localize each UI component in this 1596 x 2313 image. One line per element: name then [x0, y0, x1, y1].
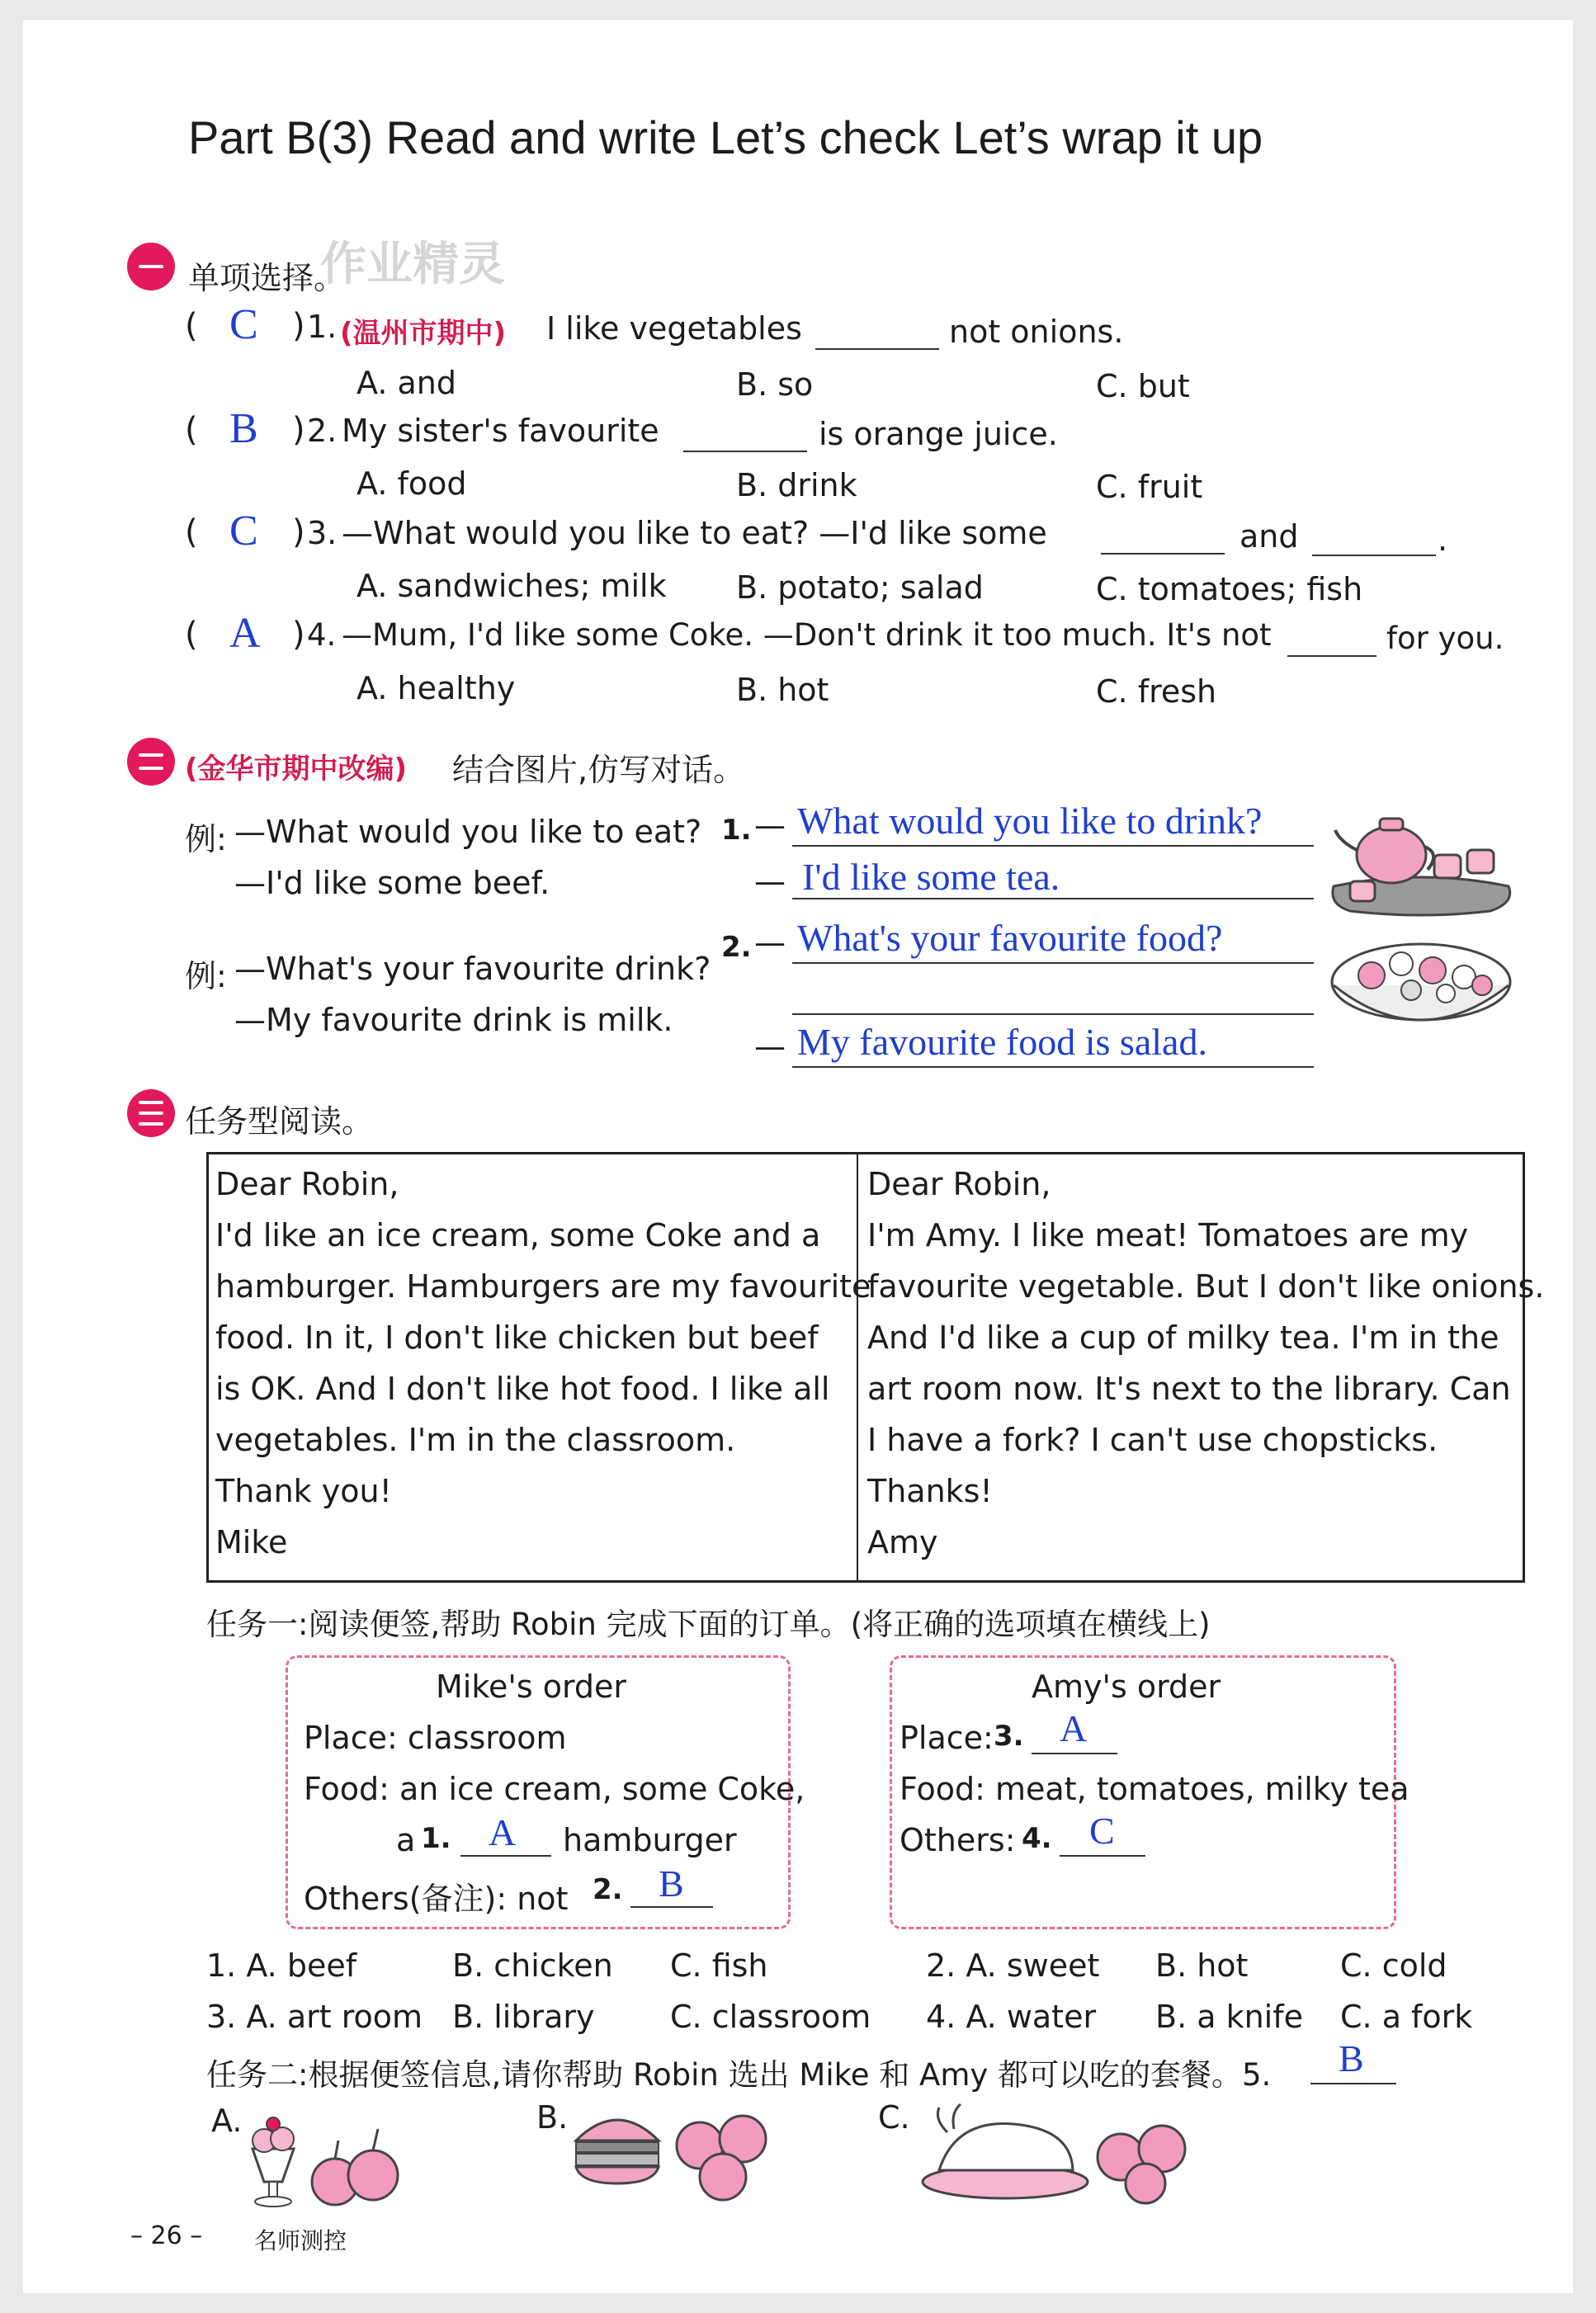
example-2-question: —What's your favourite drink? [234, 951, 711, 987]
example-2-answer: —My favourite drink is milk. [234, 1002, 673, 1038]
choice-4: 4. A. water [926, 1999, 1097, 2035]
answer-paren-open: ( [185, 616, 198, 654]
amy-letter-line: art room now. It's next to the library. Can [867, 1371, 1511, 1407]
choice-1: 1. A. beef [206, 1947, 357, 1984]
letters-table [206, 1152, 1545, 1583]
q2-number: 2. [307, 413, 338, 449]
mike-letter-line: is OK. And I don't like hot food. I like all [215, 1371, 830, 1407]
amy-order-food: Food: meat, tomatoes, milky tea [900, 1771, 1409, 1807]
amy-letter-line: I have a fork? I can't use chopsticks. [867, 1422, 1438, 1458]
section-2-source-tag: (金华市期中改编) [185, 753, 408, 786]
mike-order-title: Mike's order [436, 1669, 627, 1705]
blank-2-line[interactable] [630, 1906, 713, 1908]
mike-order-food: Food: an ice cream, some Coke, [304, 1771, 805, 1807]
item-2-answer: My favourite food is salad. [797, 1021, 1207, 1063]
amy-order-place: Place: [900, 1720, 994, 1756]
q3-number: 3. [307, 515, 338, 551]
item-1-question: What would you like to drink? [797, 800, 1263, 842]
q2-option-a: A. food [357, 465, 467, 502]
q1-source-tag: (温州市期中) [340, 317, 507, 350]
amy-order-others: Others: [900, 1822, 1016, 1858]
example-1-answer: —I'd like some beef. [234, 865, 550, 901]
page-title: Part B(3) Read and write Let’s check Let’s wrap it up [188, 111, 1263, 163]
q2-option-c: C. fruit [1096, 469, 1203, 505]
mike-order-hamburger: hamburger [563, 1822, 737, 1858]
meal-a-label: A. [211, 2103, 243, 2139]
dash: — [754, 863, 786, 899]
example-1-question: —What would you like to eat? [234, 814, 702, 850]
choice-3: 3. A. art room [206, 1999, 423, 2035]
amy-letter-line: Dear Robin, [867, 1166, 1051, 1202]
book-name: 名师测控 [254, 2227, 347, 2254]
mike-letter-line: hamburger. Hamburgers are my favourite [215, 1268, 871, 1305]
section-2-badge [127, 738, 175, 786]
amy-letter-line: And I'd like a cup of milky tea. I'm in the [867, 1319, 1499, 1356]
q3-text: —What would you like to eat? —I'd like some [342, 515, 1047, 551]
blank-5-line[interactable] [1310, 2083, 1396, 2084]
amy-letter-line: Thanks! [867, 1473, 993, 1509]
blank-1-line[interactable] [460, 1855, 551, 1857]
q2-answer: B [229, 405, 258, 452]
section-2-heading: 结合图片,仿写对话。 [452, 752, 745, 788]
dash: — [754, 924, 786, 961]
item-2-line-3[interactable] [792, 1066, 1314, 1068]
meal-c-picture [914, 2091, 1195, 2207]
answer-paren-open: ( [185, 513, 198, 551]
example-1-label: 例: [185, 821, 227, 857]
worksheet-page [23, 20, 1573, 2293]
choice-2: B. hot [1155, 1947, 1249, 1984]
amy-letter-line: I'm Amy. I like meat! Tomatoes are my [867, 1217, 1469, 1253]
q3-text-after: . [1438, 522, 1448, 558]
mike-letter-line: I'd like an ice cream, some Coke and a [215, 1217, 821, 1253]
task-1-instruction: 任务一:阅读便签,帮助 Robin 完成下面的订单。(将正确的选项填在横线上) [206, 1607, 1211, 1642]
choice-2: 2. A. sweet [926, 1947, 1100, 1984]
blank-4-number: 4. [1022, 1822, 1052, 1855]
section-3-badge [127, 1089, 175, 1137]
blank-5-answer: B [1339, 2037, 1364, 2079]
meal-b-picture [568, 2091, 782, 2207]
item-1-line-2[interactable] [792, 898, 1314, 899]
q3-option-b: B. potato; salad [736, 569, 984, 606]
mike-order-others: Others(备注): not [304, 1881, 569, 1917]
item-1-number: 1. [721, 814, 752, 847]
q1-blank[interactable] [815, 348, 939, 350]
example-2-label: 例: [185, 958, 227, 994]
q2-blank[interactable] [683, 451, 807, 452]
letters-divider [857, 1154, 858, 1580]
q4-text-after: for you. [1386, 621, 1504, 656]
choice-1: B. chicken [452, 1947, 613, 1984]
q3-answer: C [229, 507, 258, 555]
q1-option-b: B. so [736, 366, 814, 403]
q4-number: 4. [307, 617, 337, 653]
q4-option-b: B. hot [736, 672, 829, 708]
q4-text: —Mum, I'd like some Coke. —Don't drink it too much. It's not [342, 617, 1272, 653]
mike-letter-line: Thank you! [215, 1473, 392, 1509]
mike-letter-line: Dear Robin, [215, 1166, 399, 1202]
answer-paren-close: ) [292, 411, 305, 449]
section-1-badge [127, 243, 175, 290]
blank-1-answer: A [489, 1811, 517, 1853]
dash: — [754, 1028, 786, 1064]
choice-4: B. a knife [1155, 1999, 1303, 2035]
q3-blank-1[interactable] [1101, 553, 1225, 555]
item-2-question: What's your favourite food? [797, 917, 1223, 959]
dash: — [754, 807, 786, 843]
blank-4-answer: C [1089, 1810, 1115, 1852]
blank-3-number: 3. [994, 1720, 1024, 1753]
choice-3: B. library [452, 1999, 595, 2035]
mike-letter-line: food. In it, I don't like chicken but beef [215, 1319, 819, 1356]
item-1-line-1[interactable] [792, 845, 1314, 847]
q3-blank-2[interactable] [1312, 555, 1436, 556]
mike-letter-line: vegetables. I'm in the classroom. [215, 1422, 736, 1458]
q2-text: My sister's favourite [342, 413, 659, 449]
q2-option-b: B. drink [736, 467, 857, 503]
meal-a-picture [236, 2099, 434, 2215]
choice-1: C. fish [670, 1947, 768, 1984]
blank-4-line[interactable] [1060, 1855, 1145, 1857]
item-2-number: 2. [721, 931, 752, 964]
blank-2-number: 2. [593, 1873, 623, 1906]
q4-blank[interactable] [1287, 655, 1376, 657]
tea-set-picture [1325, 795, 1517, 919]
q1-option-a: A. and [357, 365, 456, 401]
amy-letter-line: Amy [867, 1524, 938, 1560]
amy-order-title: Amy's order [1032, 1669, 1221, 1705]
q3-option-a: A. sandwiches; milk [357, 568, 667, 604]
item-1-answer: I'd like some tea. [802, 856, 1060, 898]
q2-text-after: is orange juice. [819, 416, 1058, 452]
amy-letter-line: favourite vegetable. But I don't like onions. [867, 1268, 1545, 1305]
blank-1-number: 1. [421, 1822, 451, 1855]
q1-number: 1. [307, 309, 338, 345]
meal-b-label: B. [536, 2099, 569, 2136]
blank-3-answer: A [1060, 1707, 1088, 1749]
task-2-instruction: 任务二:根据便签信息,请你帮助 Robin 选出 Mike 和 Amy 都可以吃的套餐。5. [206, 2057, 1272, 2093]
q1-text-after: not onions. [949, 314, 1124, 350]
q1-option-c: C. but [1096, 368, 1190, 404]
answer-paren-open: ( [185, 307, 198, 345]
q3-option-c: C. tomatoes; fish [1096, 571, 1363, 607]
mike-letter-line: Mike [215, 1524, 288, 1560]
q4-option-c: C. fresh [1096, 673, 1217, 710]
blank-2-answer: B [659, 1862, 684, 1905]
blank-3-line[interactable] [1032, 1753, 1117, 1754]
watermark: 作业精灵 [320, 238, 505, 291]
answer-paren-close: ) [292, 616, 305, 654]
answer-paren-close: ) [292, 513, 305, 551]
section-3-heading: 任务型阅读。 [185, 1103, 374, 1140]
section-1-heading: 单项选择。 [188, 260, 346, 296]
answer-paren-close: ) [292, 307, 305, 345]
answer-paren-open: ( [185, 411, 198, 449]
choice-3: C. classroom [670, 1999, 871, 2035]
q4-option-a: A. healthy [357, 670, 516, 706]
choice-2: C. cold [1340, 1947, 1447, 1984]
q3-text-mid: and [1239, 518, 1299, 555]
salad-bowl-picture [1325, 931, 1517, 1038]
mike-order-food-a: a [396, 1822, 416, 1858]
choice-4: C. a fork [1340, 1999, 1473, 2035]
item-2-line-2[interactable] [792, 1013, 1314, 1015]
q4-answer: A [229, 610, 261, 657]
q1-answer: C [229, 301, 258, 348]
meal-c-label: C. [878, 2099, 910, 2136]
q1-text: I like vegetables [546, 310, 802, 347]
item-2-line-1[interactable] [792, 962, 1314, 964]
page-number: – 26 – [130, 2221, 203, 2250]
mike-order-place: Place: classroom [304, 1720, 567, 1756]
